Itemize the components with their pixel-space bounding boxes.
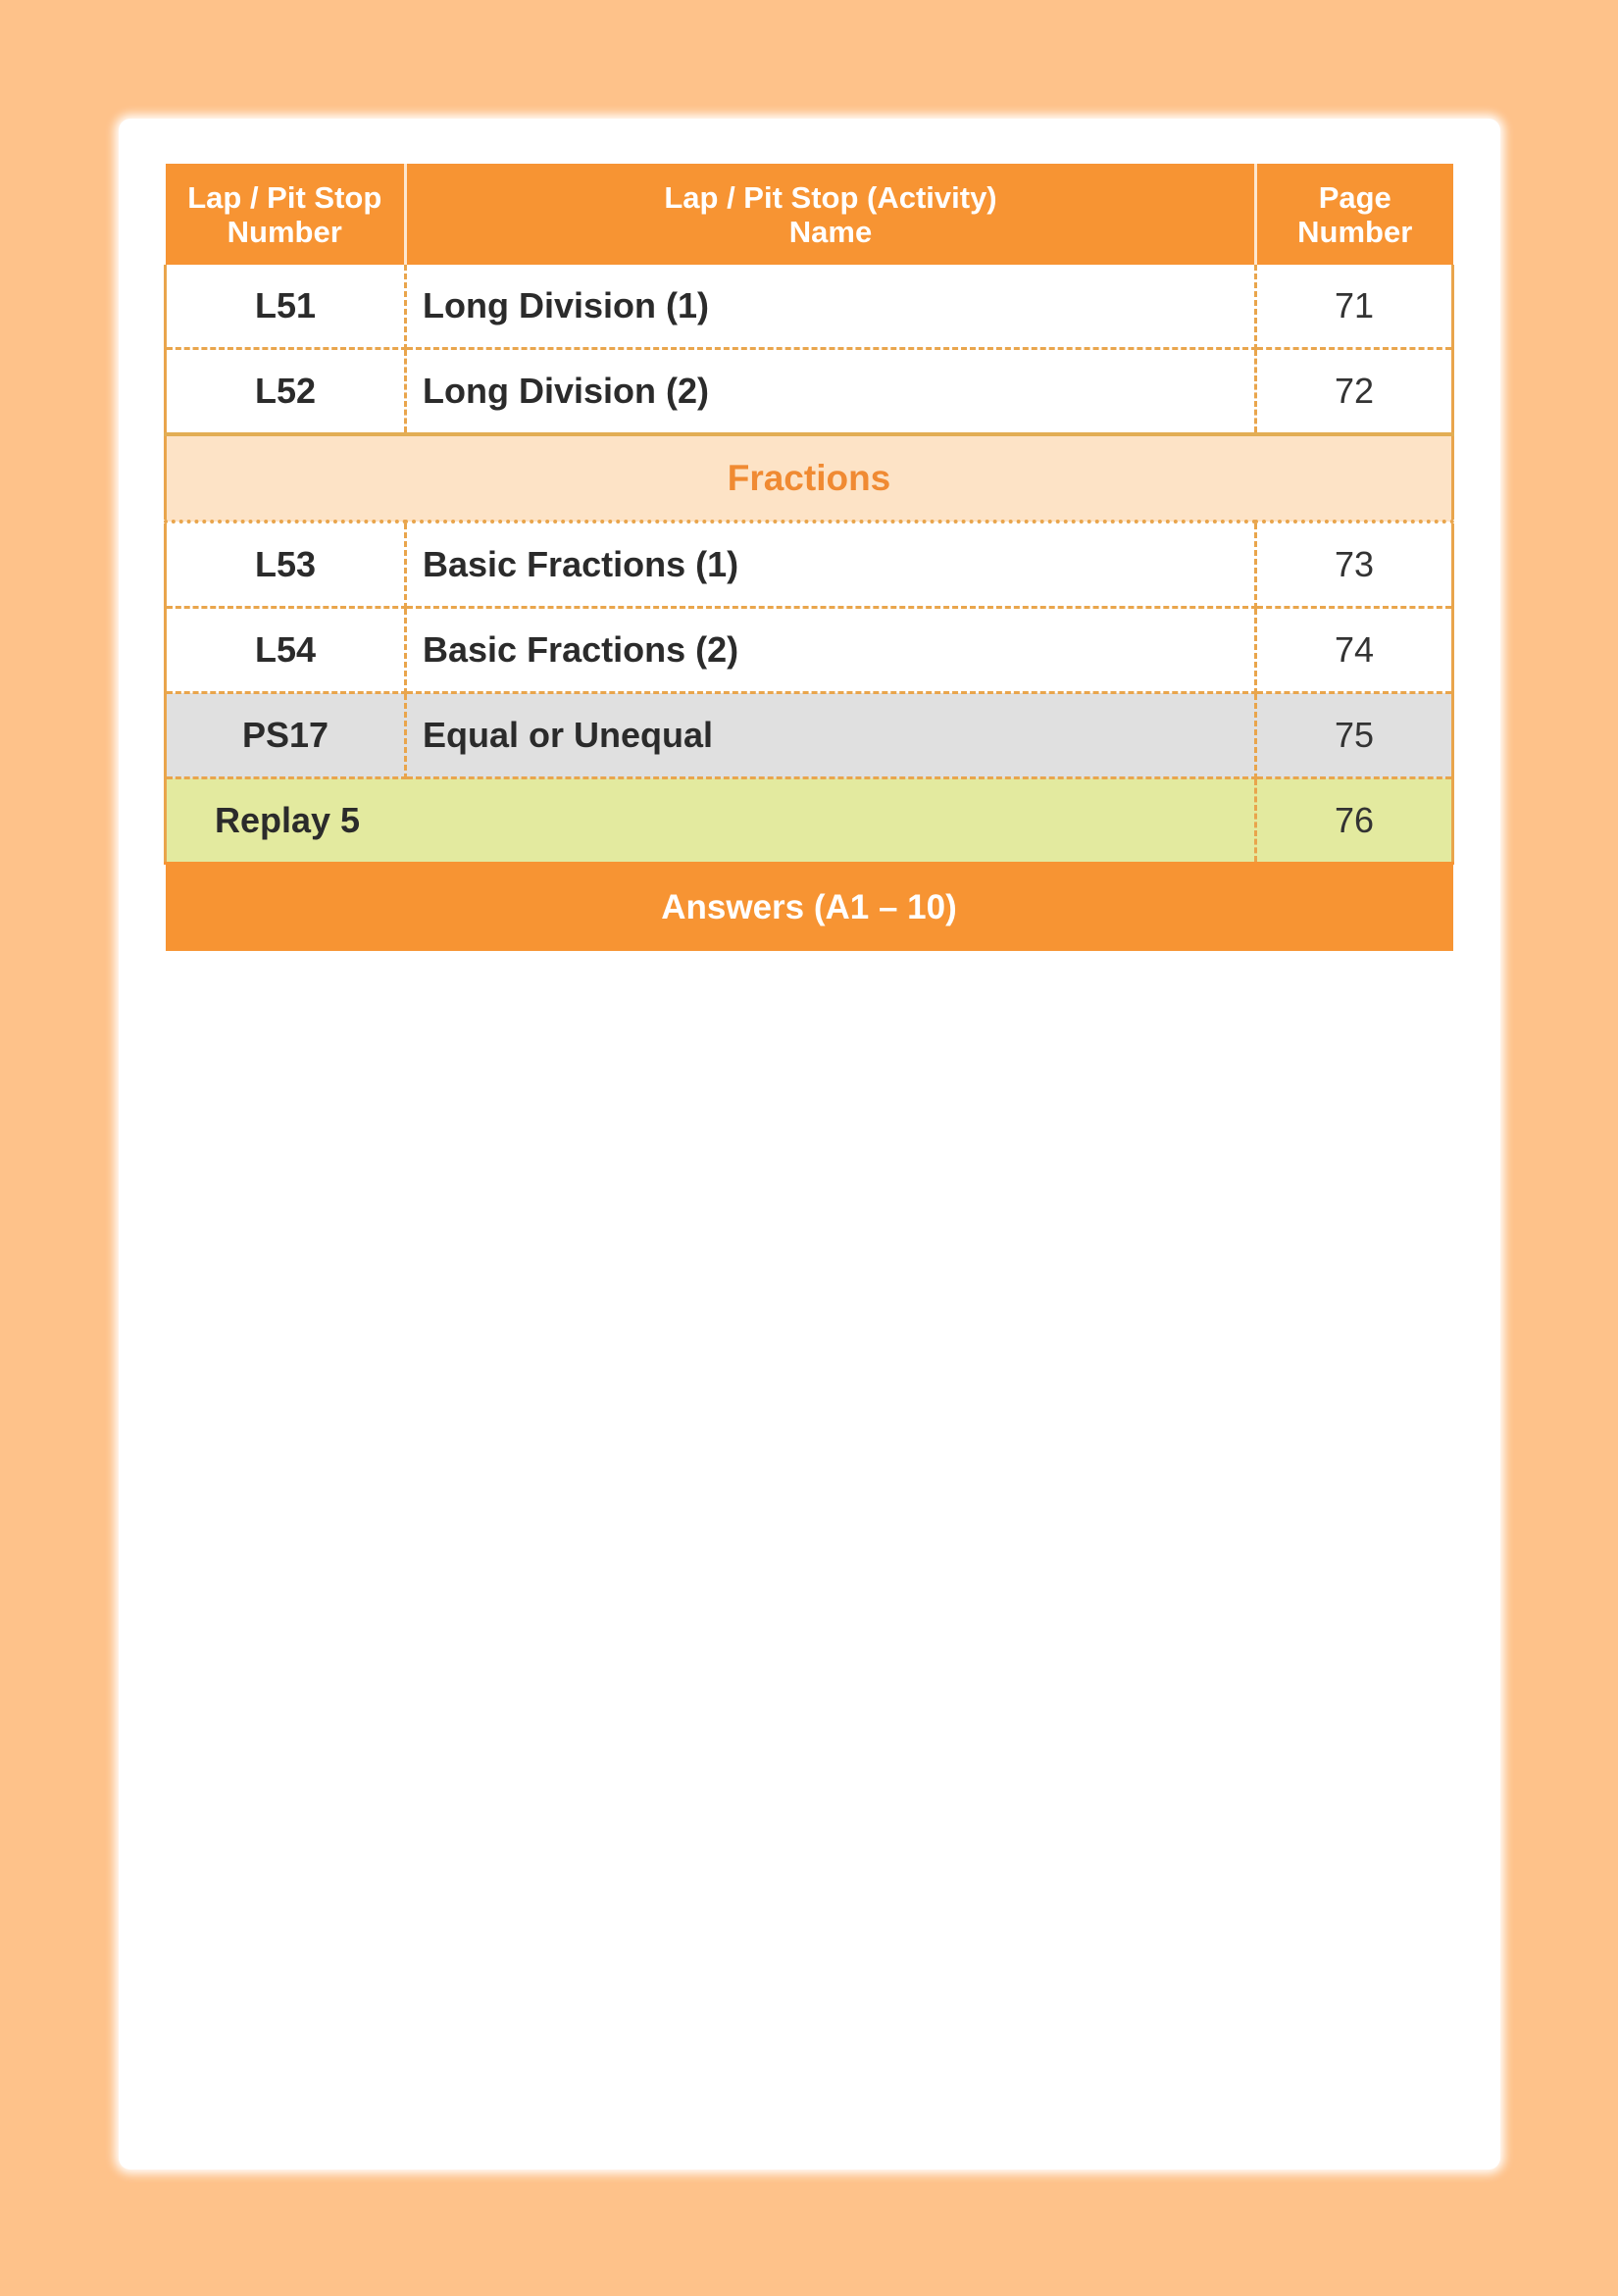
page-number: 76 <box>1256 778 1453 864</box>
lap-number: L53 <box>166 522 406 608</box>
table-of-contents <box>164 164 1454 951</box>
activity-name[interactable]: Basic Fractions (1) <box>406 522 1256 608</box>
activity-name[interactable]: Long Division (2) <box>406 349 1256 435</box>
activity-name[interactable]: Long Division (1) <box>406 265 1256 349</box>
lap-number: L51 <box>166 265 406 349</box>
section-title: Fractions <box>166 434 1453 522</box>
answers-row[interactable] <box>166 864 1453 952</box>
answers-label[interactable]: Answers (A1 – 10) <box>166 864 1453 952</box>
lap-number: L54 <box>166 608 406 693</box>
table-row[interactable] <box>166 349 1453 435</box>
table-row[interactable] <box>166 522 1453 608</box>
table-row[interactable] <box>166 608 1453 693</box>
page-number: 75 <box>1256 693 1453 778</box>
page-number: 72 <box>1256 349 1453 435</box>
activity-name[interactable]: Basic Fractions (2) <box>406 608 1256 693</box>
section-header-row <box>166 434 1453 522</box>
header-name: Lap / Pit Stop (Activity) Name <box>406 164 1256 265</box>
page-number: 71 <box>1256 265 1453 349</box>
lap-number: L52 <box>166 349 406 435</box>
page-number: 73 <box>1256 522 1453 608</box>
table-row[interactable] <box>166 265 1453 349</box>
pit-stop-row[interactable] <box>166 693 1453 778</box>
header-number: Lap / Pit Stop Number <box>166 164 406 265</box>
page-number: 74 <box>1256 608 1453 693</box>
pit-stop-name[interactable]: Equal or Unequal <box>406 693 1256 778</box>
table-header-row <box>166 164 1453 265</box>
header-page: Page Number <box>1256 164 1453 265</box>
pit-stop-number: PS17 <box>166 693 406 778</box>
replay-label[interactable]: Replay 5 <box>166 778 1256 864</box>
replay-row[interactable] <box>166 778 1453 864</box>
